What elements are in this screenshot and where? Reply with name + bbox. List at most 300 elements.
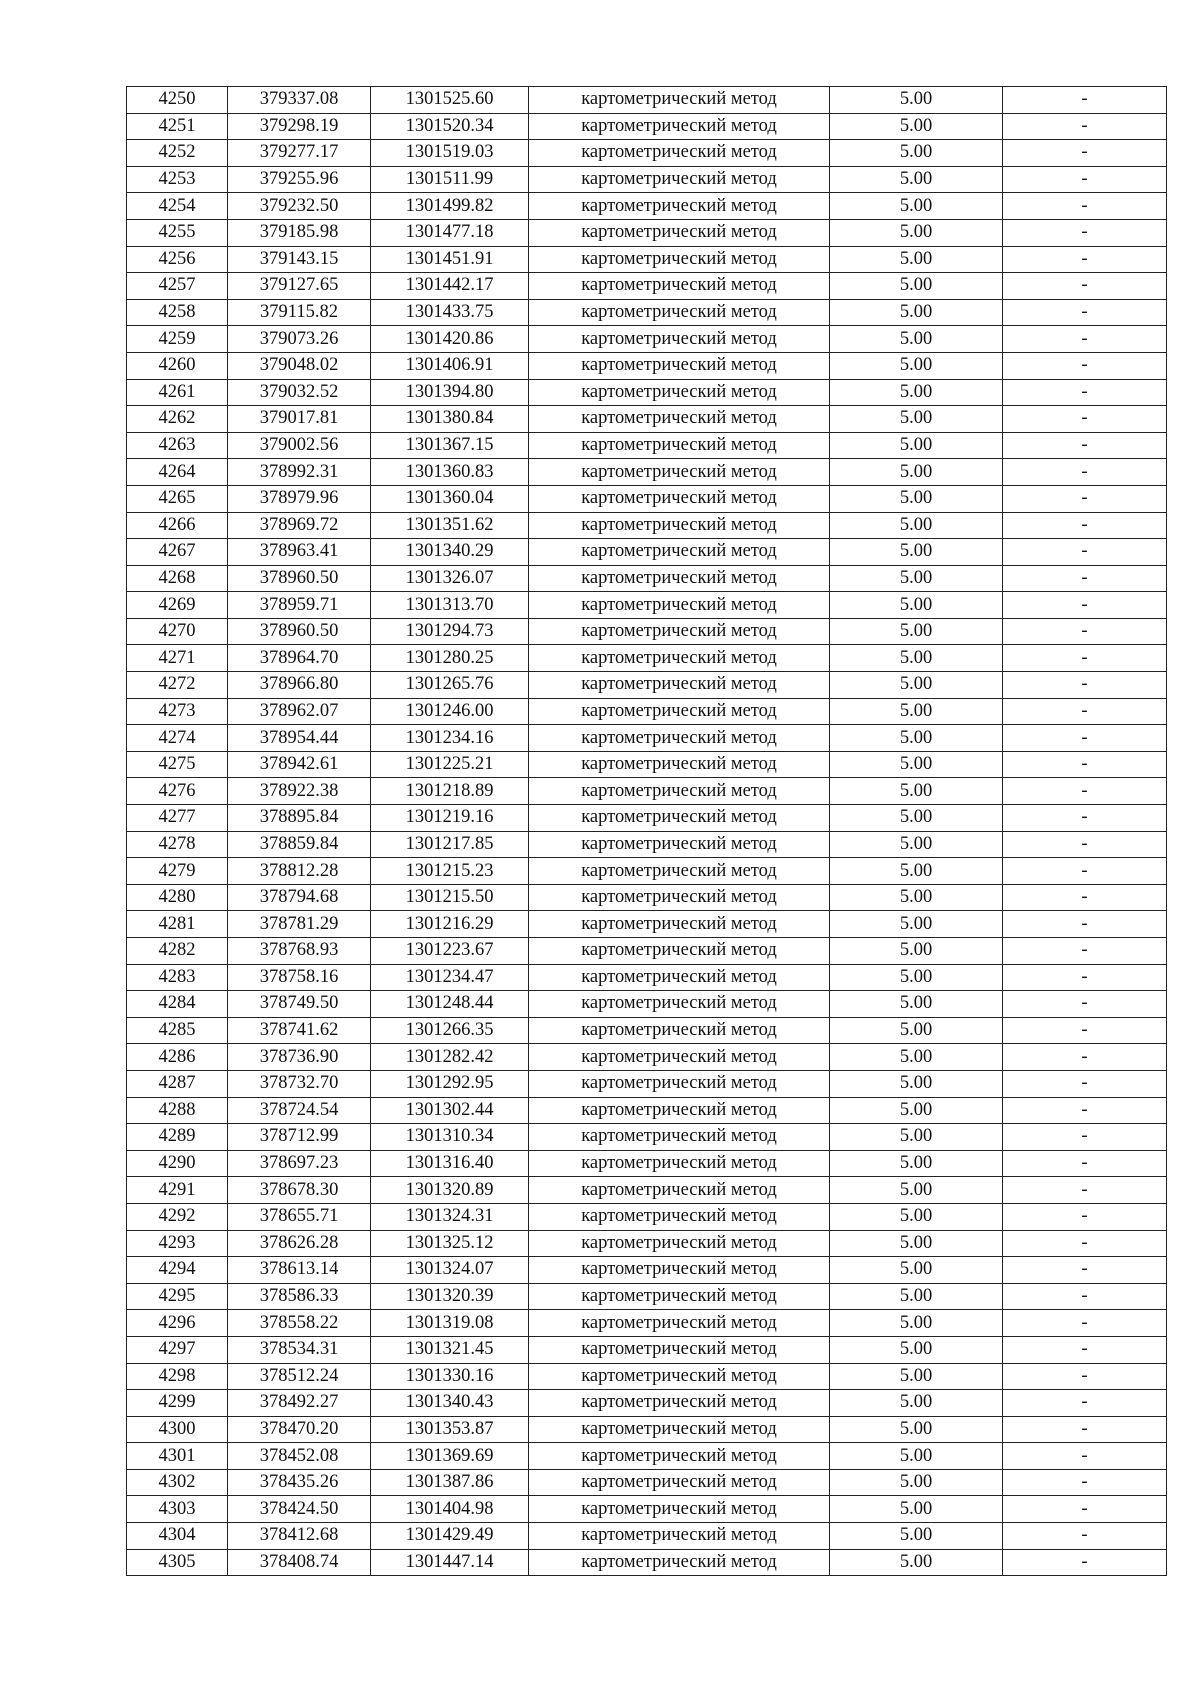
x-coordinate-cell: 378736.90 — [228, 1044, 371, 1071]
table-row — [127, 725, 1167, 752]
method-cell: картометрический метод — [529, 645, 830, 672]
table-row — [127, 1124, 1167, 1151]
table-row — [127, 964, 1167, 991]
description-cell: - — [1003, 326, 1167, 353]
accuracy-cell: 5.00 — [830, 193, 1003, 220]
table-row — [127, 539, 1167, 566]
description-cell: - — [1003, 778, 1167, 805]
x-coordinate-cell: 378964.70 — [228, 645, 371, 672]
x-coordinate-cell: 378534.31 — [228, 1336, 371, 1363]
y-coordinate-cell: 1301447.14 — [371, 1549, 529, 1576]
point-number-cell: 4298 — [127, 1363, 228, 1390]
method-cell: картометрический метод — [529, 698, 830, 725]
y-coordinate-cell: 1301215.23 — [371, 858, 529, 885]
accuracy-cell: 5.00 — [830, 113, 1003, 140]
x-coordinate-cell: 379115.82 — [228, 299, 371, 326]
description-cell: - — [1003, 884, 1167, 911]
table-row — [127, 1017, 1167, 1044]
x-coordinate-cell: 378960.50 — [228, 565, 371, 592]
accuracy-cell: 5.00 — [830, 1549, 1003, 1576]
method-cell: картометрический метод — [529, 379, 830, 406]
x-coordinate-cell: 378741.62 — [228, 1017, 371, 1044]
table-row — [127, 565, 1167, 592]
method-cell: картометрический метод — [529, 166, 830, 193]
method-cell: картометрический метод — [529, 140, 830, 167]
y-coordinate-cell: 1301326.07 — [371, 565, 529, 592]
description-cell: - — [1003, 539, 1167, 566]
accuracy-cell: 5.00 — [830, 273, 1003, 300]
point-number-cell: 4258 — [127, 299, 228, 326]
method-cell: картометрический метод — [529, 326, 830, 353]
method-cell: картометрический метод — [529, 432, 830, 459]
y-coordinate-cell: 1301324.07 — [371, 1257, 529, 1284]
table-row — [127, 991, 1167, 1018]
description-cell: - — [1003, 432, 1167, 459]
method-cell: картометрический метод — [529, 1017, 830, 1044]
description-cell: - — [1003, 672, 1167, 699]
point-number-cell: 4275 — [127, 751, 228, 778]
y-coordinate-cell: 1301302.44 — [371, 1097, 529, 1124]
y-coordinate-cell: 1301325.12 — [371, 1230, 529, 1257]
x-coordinate-cell: 378586.33 — [228, 1283, 371, 1310]
accuracy-cell: 5.00 — [830, 751, 1003, 778]
x-coordinate-cell: 378724.54 — [228, 1097, 371, 1124]
method-cell: картометрический метод — [529, 964, 830, 991]
description-cell: - — [1003, 406, 1167, 433]
y-coordinate-cell: 1301477.18 — [371, 219, 529, 246]
point-number-cell: 4256 — [127, 246, 228, 273]
point-number-cell: 4259 — [127, 326, 228, 353]
y-coordinate-cell: 1301406.91 — [371, 352, 529, 379]
x-coordinate-cell: 378655.71 — [228, 1203, 371, 1230]
method-cell: картометрический метод — [529, 991, 830, 1018]
description-cell: - — [1003, 1017, 1167, 1044]
point-number-cell: 4285 — [127, 1017, 228, 1044]
x-coordinate-cell: 378895.84 — [228, 805, 371, 832]
y-coordinate-cell: 1301360.04 — [371, 485, 529, 512]
table-row — [127, 778, 1167, 805]
point-number-cell: 4263 — [127, 432, 228, 459]
accuracy-cell: 5.00 — [830, 1523, 1003, 1550]
point-number-cell: 4282 — [127, 938, 228, 965]
method-cell: картометрический метод — [529, 219, 830, 246]
y-coordinate-cell: 1301367.15 — [371, 432, 529, 459]
accuracy-cell: 5.00 — [830, 539, 1003, 566]
point-number-cell: 4305 — [127, 1549, 228, 1576]
y-coordinate-cell: 1301394.80 — [371, 379, 529, 406]
y-coordinate-cell: 1301265.76 — [371, 672, 529, 699]
point-number-cell: 4287 — [127, 1070, 228, 1097]
y-coordinate-cell: 1301320.89 — [371, 1177, 529, 1204]
table-row — [127, 246, 1167, 273]
x-coordinate-cell: 379048.02 — [228, 352, 371, 379]
point-number-cell: 4276 — [127, 778, 228, 805]
description-cell: - — [1003, 87, 1167, 114]
accuracy-cell: 5.00 — [830, 432, 1003, 459]
y-coordinate-cell: 1301266.35 — [371, 1017, 529, 1044]
point-number-cell: 4279 — [127, 858, 228, 885]
table-row — [127, 618, 1167, 645]
method-cell: картометрический метод — [529, 911, 830, 938]
point-number-cell: 4302 — [127, 1469, 228, 1496]
method-cell: картометрический метод — [529, 1070, 830, 1097]
accuracy-cell: 5.00 — [830, 299, 1003, 326]
method-cell: картометрический метод — [529, 1124, 830, 1151]
x-coordinate-cell: 378942.61 — [228, 751, 371, 778]
accuracy-cell: 5.00 — [830, 166, 1003, 193]
x-coordinate-cell: 378794.68 — [228, 884, 371, 911]
method-cell: картометрический метод — [529, 1044, 830, 1071]
description-cell: - — [1003, 1230, 1167, 1257]
coordinates-table — [126, 86, 1167, 1576]
x-coordinate-cell: 379277.17 — [228, 140, 371, 167]
method-cell: картометрический метод — [529, 778, 830, 805]
point-number-cell: 4281 — [127, 911, 228, 938]
point-number-cell: 4292 — [127, 1203, 228, 1230]
x-coordinate-cell: 378859.84 — [228, 831, 371, 858]
point-number-cell: 4251 — [127, 113, 228, 140]
table-row — [127, 326, 1167, 353]
x-coordinate-cell: 378512.24 — [228, 1363, 371, 1390]
accuracy-cell: 5.00 — [830, 406, 1003, 433]
table-row — [127, 1336, 1167, 1363]
point-number-cell: 4300 — [127, 1416, 228, 1443]
point-number-cell: 4303 — [127, 1496, 228, 1523]
x-coordinate-cell: 379298.19 — [228, 113, 371, 140]
method-cell: картометрический метод — [529, 751, 830, 778]
y-coordinate-cell: 1301429.49 — [371, 1523, 529, 1550]
table-row — [127, 1177, 1167, 1204]
x-coordinate-cell: 379185.98 — [228, 219, 371, 246]
y-coordinate-cell: 1301340.43 — [371, 1390, 529, 1417]
description-cell: - — [1003, 1124, 1167, 1151]
accuracy-cell: 5.00 — [830, 246, 1003, 273]
point-number-cell: 4301 — [127, 1443, 228, 1470]
y-coordinate-cell: 1301225.21 — [371, 751, 529, 778]
point-number-cell: 4299 — [127, 1390, 228, 1417]
method-cell: картометрический метод — [529, 725, 830, 752]
table-row — [127, 831, 1167, 858]
x-coordinate-cell: 378992.31 — [228, 459, 371, 486]
point-number-cell: 4270 — [127, 618, 228, 645]
accuracy-cell: 5.00 — [830, 1496, 1003, 1523]
table-row — [127, 1523, 1167, 1550]
y-coordinate-cell: 1301248.44 — [371, 991, 529, 1018]
description-cell: - — [1003, 1469, 1167, 1496]
y-coordinate-cell: 1301525.60 — [371, 87, 529, 114]
description-cell: - — [1003, 1044, 1167, 1071]
point-number-cell: 4272 — [127, 672, 228, 699]
x-coordinate-cell: 379002.56 — [228, 432, 371, 459]
accuracy-cell: 5.00 — [830, 884, 1003, 911]
description-cell: - — [1003, 1336, 1167, 1363]
description-cell: - — [1003, 1523, 1167, 1550]
table-row — [127, 379, 1167, 406]
accuracy-cell: 5.00 — [830, 1097, 1003, 1124]
x-coordinate-cell: 379232.50 — [228, 193, 371, 220]
x-coordinate-cell: 378963.41 — [228, 539, 371, 566]
y-coordinate-cell: 1301330.16 — [371, 1363, 529, 1390]
point-number-cell: 4255 — [127, 219, 228, 246]
y-coordinate-cell: 1301519.03 — [371, 140, 529, 167]
y-coordinate-cell: 1301420.86 — [371, 326, 529, 353]
y-coordinate-cell: 1301310.34 — [371, 1124, 529, 1151]
point-number-cell: 4274 — [127, 725, 228, 752]
x-coordinate-cell: 378732.70 — [228, 1070, 371, 1097]
method-cell: картометрический метод — [529, 1390, 830, 1417]
method-cell: картометрический метод — [529, 1336, 830, 1363]
description-cell: - — [1003, 299, 1167, 326]
accuracy-cell: 5.00 — [830, 1390, 1003, 1417]
point-number-cell: 4295 — [127, 1283, 228, 1310]
table-row — [127, 1310, 1167, 1337]
description-cell: - — [1003, 1203, 1167, 1230]
accuracy-cell: 5.00 — [830, 725, 1003, 752]
point-number-cell: 4261 — [127, 379, 228, 406]
table-row — [127, 1097, 1167, 1124]
y-coordinate-cell: 1301360.83 — [371, 459, 529, 486]
y-coordinate-cell: 1301404.98 — [371, 1496, 529, 1523]
method-cell: картометрический метод — [529, 485, 830, 512]
description-cell: - — [1003, 751, 1167, 778]
y-coordinate-cell: 1301353.87 — [371, 1416, 529, 1443]
table-row — [127, 1203, 1167, 1230]
description-cell: - — [1003, 1549, 1167, 1576]
method-cell: картометрический метод — [529, 1230, 830, 1257]
x-coordinate-cell: 378435.26 — [228, 1469, 371, 1496]
point-number-cell: 4290 — [127, 1150, 228, 1177]
method-cell: картометрический метод — [529, 858, 830, 885]
point-number-cell: 4264 — [127, 459, 228, 486]
x-coordinate-cell: 378781.29 — [228, 911, 371, 938]
method-cell: картометрический метод — [529, 352, 830, 379]
x-coordinate-cell: 378979.96 — [228, 485, 371, 512]
point-number-cell: 4269 — [127, 592, 228, 619]
accuracy-cell: 5.00 — [830, 379, 1003, 406]
description-cell: - — [1003, 645, 1167, 672]
method-cell: картометрический метод — [529, 459, 830, 486]
x-coordinate-cell: 378749.50 — [228, 991, 371, 1018]
method-cell: картометрический метод — [529, 87, 830, 114]
y-coordinate-cell: 1301294.73 — [371, 618, 529, 645]
method-cell: картометрический метод — [529, 884, 830, 911]
y-coordinate-cell: 1301219.16 — [371, 805, 529, 832]
table-row — [127, 1150, 1167, 1177]
method-cell: картометрический метод — [529, 565, 830, 592]
method-cell: картометрический метод — [529, 1203, 830, 1230]
method-cell: картометрический метод — [529, 193, 830, 220]
x-coordinate-cell: 378922.38 — [228, 778, 371, 805]
method-cell: картометрический метод — [529, 938, 830, 965]
y-coordinate-cell: 1301280.25 — [371, 645, 529, 672]
table-row — [127, 1283, 1167, 1310]
x-coordinate-cell: 378969.72 — [228, 512, 371, 539]
point-number-cell: 4289 — [127, 1124, 228, 1151]
table-row — [127, 166, 1167, 193]
table-row — [127, 672, 1167, 699]
table-row — [127, 645, 1167, 672]
accuracy-cell: 5.00 — [830, 512, 1003, 539]
x-coordinate-cell: 378626.28 — [228, 1230, 371, 1257]
accuracy-cell: 5.00 — [830, 1443, 1003, 1470]
description-cell: - — [1003, 140, 1167, 167]
accuracy-cell: 5.00 — [830, 1363, 1003, 1390]
description-cell: - — [1003, 1443, 1167, 1470]
method-cell: картометрический метод — [529, 299, 830, 326]
accuracy-cell: 5.00 — [830, 565, 1003, 592]
accuracy-cell: 5.00 — [830, 1017, 1003, 1044]
table-row — [127, 1363, 1167, 1390]
table-row — [127, 805, 1167, 832]
point-number-cell: 4260 — [127, 352, 228, 379]
method-cell: картометрический метод — [529, 1416, 830, 1443]
method-cell: картометрический метод — [529, 539, 830, 566]
description-cell: - — [1003, 805, 1167, 832]
table-row — [127, 698, 1167, 725]
point-number-cell: 4250 — [127, 87, 228, 114]
x-coordinate-cell: 379073.26 — [228, 326, 371, 353]
method-cell: картометрический метод — [529, 1257, 830, 1284]
description-cell: - — [1003, 1097, 1167, 1124]
y-coordinate-cell: 1301320.39 — [371, 1283, 529, 1310]
table-row — [127, 113, 1167, 140]
table-row — [127, 1549, 1167, 1576]
table-row — [127, 219, 1167, 246]
accuracy-cell: 5.00 — [830, 831, 1003, 858]
accuracy-cell: 5.00 — [830, 592, 1003, 619]
x-coordinate-cell: 378492.27 — [228, 1390, 371, 1417]
y-coordinate-cell: 1301246.00 — [371, 698, 529, 725]
x-coordinate-cell: 378424.50 — [228, 1496, 371, 1523]
y-coordinate-cell: 1301234.16 — [371, 725, 529, 752]
table-row — [127, 1070, 1167, 1097]
method-cell: картометрический метод — [529, 592, 830, 619]
point-number-cell: 4280 — [127, 884, 228, 911]
description-cell: - — [1003, 618, 1167, 645]
method-cell: картометрический метод — [529, 618, 830, 645]
accuracy-cell: 5.00 — [830, 1257, 1003, 1284]
accuracy-cell: 5.00 — [830, 645, 1003, 672]
y-coordinate-cell: 1301223.67 — [371, 938, 529, 965]
method-cell: картометрический метод — [529, 1523, 830, 1550]
table-row — [127, 592, 1167, 619]
accuracy-cell: 5.00 — [830, 87, 1003, 114]
method-cell: картометрический метод — [529, 1283, 830, 1310]
accuracy-cell: 5.00 — [830, 352, 1003, 379]
method-cell: картометрический метод — [529, 1150, 830, 1177]
y-coordinate-cell: 1301340.29 — [371, 539, 529, 566]
method-cell: картометрический метод — [529, 831, 830, 858]
accuracy-cell: 5.00 — [830, 1230, 1003, 1257]
y-coordinate-cell: 1301216.29 — [371, 911, 529, 938]
table-row — [127, 140, 1167, 167]
accuracy-cell: 5.00 — [830, 1469, 1003, 1496]
description-cell: - — [1003, 1310, 1167, 1337]
point-number-cell: 4262 — [127, 406, 228, 433]
point-number-cell: 4277 — [127, 805, 228, 832]
description-cell: - — [1003, 166, 1167, 193]
x-coordinate-cell: 379032.52 — [228, 379, 371, 406]
x-coordinate-cell: 378452.08 — [228, 1443, 371, 1470]
table-body — [127, 87, 1167, 1576]
table-row — [127, 1390, 1167, 1417]
method-cell: картометрический метод — [529, 113, 830, 140]
y-coordinate-cell: 1301451.91 — [371, 246, 529, 273]
accuracy-cell: 5.00 — [830, 805, 1003, 832]
method-cell: картометрический метод — [529, 1469, 830, 1496]
accuracy-cell: 5.00 — [830, 672, 1003, 699]
accuracy-cell: 5.00 — [830, 1070, 1003, 1097]
y-coordinate-cell: 1301217.85 — [371, 831, 529, 858]
table-row — [127, 87, 1167, 114]
y-coordinate-cell: 1301380.84 — [371, 406, 529, 433]
accuracy-cell: 5.00 — [830, 1203, 1003, 1230]
x-coordinate-cell: 378758.16 — [228, 964, 371, 991]
point-number-cell: 4284 — [127, 991, 228, 1018]
accuracy-cell: 5.00 — [830, 219, 1003, 246]
point-number-cell: 4286 — [127, 1044, 228, 1071]
accuracy-cell: 5.00 — [830, 485, 1003, 512]
y-coordinate-cell: 1301324.31 — [371, 1203, 529, 1230]
x-coordinate-cell: 378470.20 — [228, 1416, 371, 1443]
table-row — [127, 1496, 1167, 1523]
x-coordinate-cell: 378960.50 — [228, 618, 371, 645]
y-coordinate-cell: 1301319.08 — [371, 1310, 529, 1337]
description-cell: - — [1003, 1496, 1167, 1523]
description-cell: - — [1003, 1070, 1167, 1097]
y-coordinate-cell: 1301369.69 — [371, 1443, 529, 1470]
point-number-cell: 4293 — [127, 1230, 228, 1257]
y-coordinate-cell: 1301499.82 — [371, 193, 529, 220]
description-cell: - — [1003, 1150, 1167, 1177]
method-cell: картометрический метод — [529, 1443, 830, 1470]
x-coordinate-cell: 378678.30 — [228, 1177, 371, 1204]
method-cell: картометрический метод — [529, 1310, 830, 1337]
y-coordinate-cell: 1301520.34 — [371, 113, 529, 140]
description-cell: - — [1003, 246, 1167, 273]
table-row — [127, 938, 1167, 965]
x-coordinate-cell: 379255.96 — [228, 166, 371, 193]
table-row — [127, 884, 1167, 911]
y-coordinate-cell: 1301313.70 — [371, 592, 529, 619]
x-coordinate-cell: 378408.74 — [228, 1549, 371, 1576]
point-number-cell: 4253 — [127, 166, 228, 193]
description-cell: - — [1003, 991, 1167, 1018]
description-cell: - — [1003, 459, 1167, 486]
table-row — [127, 193, 1167, 220]
method-cell: картометрический метод — [529, 1097, 830, 1124]
y-coordinate-cell: 1301351.62 — [371, 512, 529, 539]
x-coordinate-cell: 379143.15 — [228, 246, 371, 273]
description-cell: - — [1003, 1177, 1167, 1204]
y-coordinate-cell: 1301316.40 — [371, 1150, 529, 1177]
table-row — [127, 406, 1167, 433]
point-number-cell: 4252 — [127, 140, 228, 167]
point-number-cell: 4273 — [127, 698, 228, 725]
accuracy-cell: 5.00 — [830, 778, 1003, 805]
description-cell: - — [1003, 858, 1167, 885]
point-number-cell: 4271 — [127, 645, 228, 672]
x-coordinate-cell: 378712.99 — [228, 1124, 371, 1151]
x-coordinate-cell: 378768.93 — [228, 938, 371, 965]
y-coordinate-cell: 1301442.17 — [371, 273, 529, 300]
accuracy-cell: 5.00 — [830, 698, 1003, 725]
point-number-cell: 4268 — [127, 565, 228, 592]
x-coordinate-cell: 378962.07 — [228, 698, 371, 725]
y-coordinate-cell: 1301234.47 — [371, 964, 529, 991]
table-row — [127, 459, 1167, 486]
table-row — [127, 1257, 1167, 1284]
